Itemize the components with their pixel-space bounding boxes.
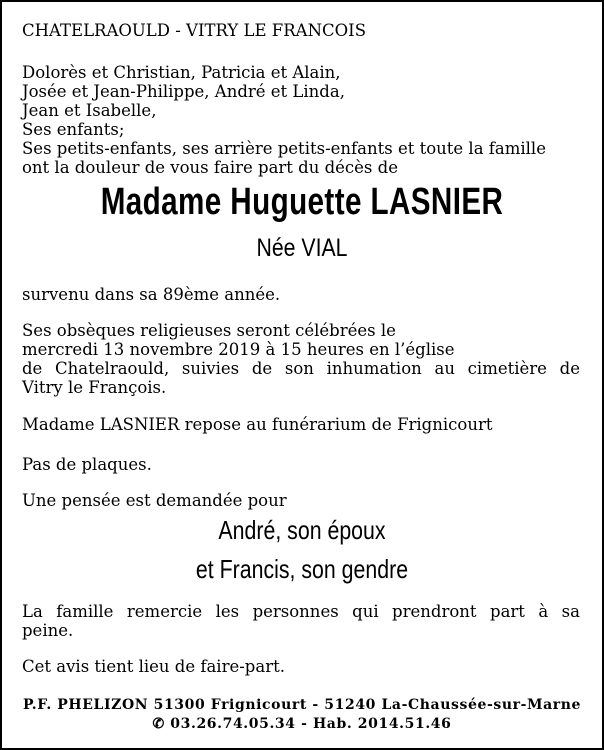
thought-intro: Une pensée est demandée pour [22, 491, 287, 510]
funeral-home-phone: ✆ 03.26.74.05.34 - Hab. 2014.51.46 [152, 716, 452, 732]
location-header: CHATELRAOULD - VITRY LE FRANCOIS [22, 21, 366, 40]
notice-text: Cet avis tient lieu de faire-part. [22, 657, 285, 676]
funeral-home-address: P.F. PHELIZON 51300 Frignicourt - 51240 La-Chaussée-sur-Marne [22, 697, 582, 713]
thought-line: et Francis, son gendre [195, 554, 409, 584]
deceased-name: Madame Huguette LASNIER [100, 181, 504, 223]
thanks-line: peine. [22, 621, 74, 640]
family-line: Jean et Isabelle, [22, 101, 157, 120]
funeral-line: Ses obsèques religieuses seront célébrées le [22, 321, 396, 340]
age-text: survenu dans sa 89ème année. [22, 285, 281, 304]
family-line: Ses enfants; [22, 120, 125, 139]
funeral-line: de Chatelraould, suivies de son inhumation au cimetière de [22, 359, 580, 378]
family-line: Dolorès et Christian, Patricia et Alain, [22, 63, 341, 82]
thanks-line: La famille remercie les personnes qui prendront part à sa [22, 602, 580, 621]
funerarium-text: Madame LASNIER repose au funérarium de Frignicourt [22, 415, 493, 434]
funeral-line: mercredi 13 novembre 2019 à 15 heures en l’église [22, 340, 455, 359]
maiden-name: Née VIAL [256, 234, 348, 262]
thought-line: André, son époux [218, 515, 386, 545]
family-line: ont la douleur de vous faire part du décès de [22, 158, 398, 177]
family-line: Ses petits-enfants, ses arrière petits-enfants et toute la famille [22, 139, 546, 158]
plaques-text: Pas de plaques. [22, 455, 152, 474]
family-line: Josée et Jean-Philippe, André et Linda, [22, 82, 345, 101]
funeral-line: Vitry le François. [22, 378, 167, 397]
